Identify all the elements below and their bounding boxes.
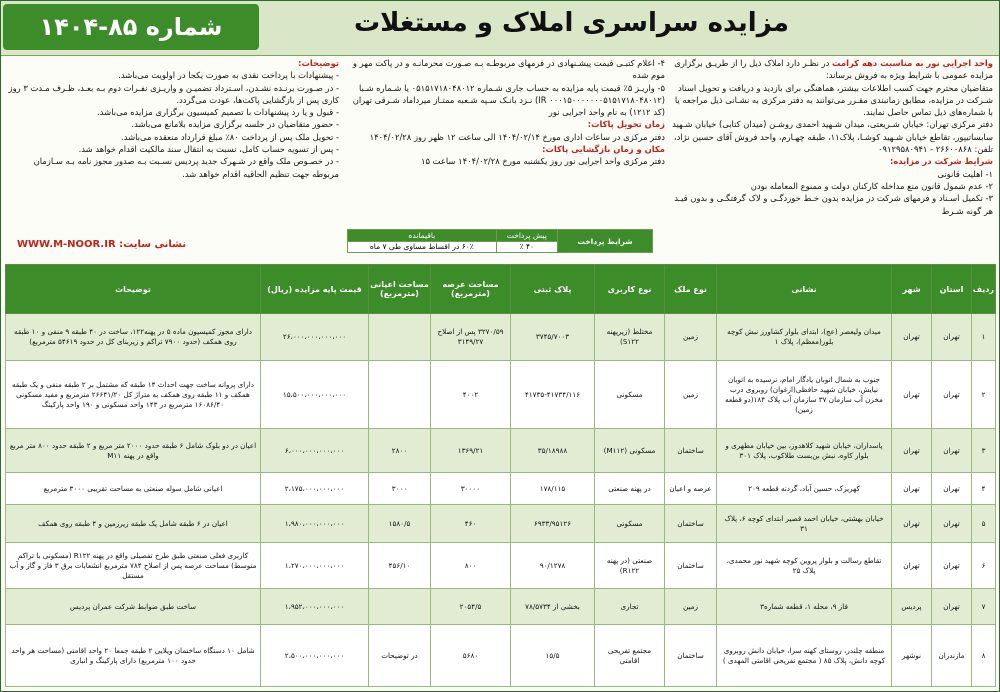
intro-column-notes xyxy=(7,57,339,267)
cell-registry-plate: بخشی از ۷۸/۵۷۳۴ xyxy=(511,589,595,625)
issue-number-badge: شماره ۸۵-۱۴۰۴ xyxy=(3,4,259,50)
cell-base-price: ۲،۵۰۰،۰۰۰،۰۰۰،۰۰۰ xyxy=(261,625,369,687)
delivery-time-text: دفتر مرکزی در ساعات اداری مورخ ۱۴۰۴/۰۲/۱۴ الی ساعت ۱۲ ظهر روز ۱۴۰۴/۰۲/۲۸ xyxy=(369,131,665,142)
cell-land-area: ۸۰۰ xyxy=(431,543,511,589)
cell-row-number: ۸ xyxy=(972,625,996,687)
condition-item: ۳- تکمیل اسـناد و فرمهای شرکت در مزایده بدون خـط خوردگـی و لاک گرفتگـی و بدون قیـد هر گونه شـرط xyxy=(674,193,993,216)
header-bar xyxy=(1,1,999,56)
website-label: نشانی سایت: xyxy=(119,239,187,250)
cell-property-type: ساختمان xyxy=(665,543,717,589)
cell-property-type: زمین xyxy=(665,589,717,625)
prepay-header: پیش پرداخت xyxy=(496,230,557,242)
note-item: - قبول و یا رد پیشنهادات با تصمیم کمیسیون برگزاری مزایده می‌باشد. xyxy=(97,107,339,118)
cell-base-price: ۱،۲۷۰،۰۰۰،۰۰۰،۰۰۰ xyxy=(261,543,369,589)
cell-building-area: ۱۵۸۰/۵ xyxy=(369,505,431,543)
cell-description: شامل ۱۰ دستگاه ساختمان ویلایی ۲ طبقه جمعا ۲۰ واحد اقامتی (مساحت هر واحد حدود ۱۰۰ مترمربع) دارای پارکینگ و انباری xyxy=(6,625,261,687)
cell-base-price: ۲۶،۰۰۰،۰۰۰،۰۰۰،۰۰۰ xyxy=(261,314,369,361)
cell-description: اعیان در ۶ طبقه شامل یک طبقه زیرزمین و ۴ طبقه روی همکف xyxy=(6,505,261,543)
remain-value: ۶۰٪ در اقساط مساوی طی ۷ ماه xyxy=(348,241,497,253)
notes-heading: توضیحات: xyxy=(298,58,339,68)
note-item: - در خصـوص ملک واقع در شـهرک جدید پردیس نسـبت بـه صدور مجوز نامه بـه سـازمان مربوطه جهت تنظیم الحاقیه اقدام خواهد شد. xyxy=(33,156,339,179)
website-link[interactable]: WWW.M-NOOR.IR xyxy=(17,239,116,250)
cell-land-area: ۲۰۵۴/۵ xyxy=(431,589,511,625)
cell-province: تهران xyxy=(932,361,972,429)
cell-row-number: ۱ xyxy=(972,314,996,361)
step-item: ۵- واریـز ۵٪ قیمت پایه مزایده به حساب جاری شـماره ۰۵۱۵۱۷۱۸۰۴۸۰۱۲ یا شـماره شـبا (IR ۰۰۰۱۵۰۰۰۰۰۰۰۵۱۵۱۷۱۸۰۴۸۰۱۲) نـزد بانـک سـپه شـعبه ممتـاز میرداماد شـرقی تهران (کد ۱۲۱۲) به نام واحد اجرایی نور xyxy=(352,82,665,118)
cell-description: اعیانی شامل سوله صنعتی به مساحت تقریبی ۳۰۰۰ مترمربع xyxy=(6,473,261,505)
header-address: نشانی xyxy=(717,265,892,314)
cell-city: پردیس xyxy=(892,589,932,625)
cell-usage: مسکونی xyxy=(595,361,665,429)
cell-registry-plate: ۴۱۷۳۵-۴۱۷۳۴/۱۱۶ xyxy=(511,361,595,429)
cell-city: تهران xyxy=(892,314,932,361)
intro-heading: واحد اجرایی نور به مناسبت دهه کرامت xyxy=(832,58,993,68)
cell-row-number: ۵ xyxy=(972,505,996,543)
table-row xyxy=(6,429,996,473)
page-title: مزایده سراسری املاک و مستغلات xyxy=(354,8,789,38)
cell-city: تهران xyxy=(892,505,932,543)
table-row xyxy=(6,543,996,589)
website-line xyxy=(17,239,186,250)
cell-land-area: ۳۰۰۰۰ xyxy=(431,473,511,505)
cell-city: تهران xyxy=(892,543,932,589)
properties-table xyxy=(5,264,996,687)
cell-land-area: ۱۳۶۹/۲۱ xyxy=(431,429,511,473)
cell-property-type: زمین xyxy=(665,314,717,361)
cell-property-type: عرصه و اعیان xyxy=(665,473,717,505)
header-province: استان xyxy=(932,265,972,314)
cell-registry-plate: ۳۷۴۵/۷۰۰۳ xyxy=(511,314,595,361)
header-property-type: نوع ملک xyxy=(665,265,717,314)
step-item: ۴- اعلام کتبـی قیمت پیشـنهادی در فرمهای مربوطـه بـه صـورت محرمانـه و در پاکت مهر و موم شده xyxy=(352,58,665,81)
payment-terms-label: شرایط پرداخت xyxy=(558,230,653,253)
cell-building-area xyxy=(369,361,431,429)
cell-land-area: ۴۰۰۲ xyxy=(431,361,511,429)
cell-row-number: ۳ xyxy=(972,429,996,473)
cell-city: تهران xyxy=(892,473,932,505)
cell-building-area: ۲۸۰۰ xyxy=(369,429,431,473)
cell-row-number: ۶ xyxy=(972,543,996,589)
table-row xyxy=(6,505,996,543)
cell-row-number: ۲ xyxy=(972,361,996,429)
cell-base-price: ۲،۱۷۵،۰۰۰،۰۰۰،۰۰۰ xyxy=(261,473,369,505)
table-row xyxy=(6,473,996,505)
cell-usage: در پهنه صنعتی xyxy=(595,473,665,505)
cell-city: تهران xyxy=(892,361,932,429)
cell-building-area: ۳۰۰۰ xyxy=(369,473,431,505)
table-row xyxy=(6,314,996,361)
cell-province: تهران xyxy=(932,429,972,473)
table-row xyxy=(6,625,996,687)
header-building-area: مساحت اعیانی (مترمربع) xyxy=(369,265,431,314)
cell-province: تهران xyxy=(932,314,972,361)
intro-line: متقاضیان محترم جهت کسب اطلاعات بیشتر، هماهنگی برای بازدید و دریافت و تحویل اسناد شـرکت در مزایده، مطابق زمانبندی مقـرر می‌توانند به دفتر مرکزی به نشـانی ذیل مراجعه یا با شماره‌های ذیل تماس حاصل نمایند. xyxy=(674,82,993,118)
header-description: توضیحات xyxy=(6,265,261,314)
header-city: شهر xyxy=(892,265,932,314)
cell-usage: مسکونی (M۱۱۲) xyxy=(595,429,665,473)
opening-place-text: دفتر مرکزی واحد اجرایی نور روز یکشنبه مورخ ۱۴۰۴/۰۲/۲۸ ساعت ۱۵ xyxy=(421,156,665,167)
intro-line: در نظـر دارد املاک ذیل را از طریـق برگزاری مزایده عمومی با شرایط ویژه به فروش برساند: xyxy=(674,58,993,81)
cell-province: تهران xyxy=(932,589,972,625)
cell-registry-plate: ۱۵/۵ xyxy=(511,625,595,687)
cell-building-area: در توضیحات xyxy=(369,625,431,687)
payment-terms-table xyxy=(347,229,653,253)
intro-line: دفتر مرکزی تهران: خیابان شـریعتی، میدان شـهید احمدی روشـن (میدان کتابی) خیابان شـهید سابساتیپور، تقاطع خیابان شـهید کوشـا، پلاک۱۱، طبقه چهـارم، واحد فروش آقای حسین نژاد، تلفن: ۲۶۶۰۰۸۶۸ - ۰۹۱۲۹۵۸۰۹۴۱ xyxy=(672,119,993,155)
cell-base-price: ۱،۹۸۰،۰۰۰،۰۰۰،۰۰۰ xyxy=(261,505,369,543)
cell-land-area: ۴۶۰ xyxy=(431,505,511,543)
cell-base-price: ۱۵،۵۰۰،۰۰۰،۰۰۰،۰۰۰ xyxy=(261,361,369,429)
cell-row-number: ۷ xyxy=(972,589,996,625)
cell-address: میدان ولیعصر (عج)، ابتدای بلوار کشاورز نبش کوچه بلور(معظم)، پلاک ۱ xyxy=(717,314,892,361)
prepay-value: ۴۰ ٪ xyxy=(496,241,557,253)
cell-building-area: ۴۵۶/۱۰ xyxy=(369,543,431,589)
header-row-number: ردیف xyxy=(972,265,996,314)
cell-address: پاسداران، خیابان شهید کلاهدوز، بین خیابان مطهری و بلوار کاوه، نبش بن‌بست طلاکوب، پلاک ۳۰۱ xyxy=(717,429,892,473)
cell-registry-plate: ۶۹۳۳/۹۵۱۲۶ xyxy=(511,505,595,543)
condition-item: ۱- اهلیت قانونی xyxy=(937,168,993,179)
cell-address: تقاطع رسالت و بلوار پروین کوچه شهید نور محمدی، پلاک ۲۵ xyxy=(717,543,892,589)
cell-property-type: ساختمان xyxy=(665,625,717,687)
delivery-time-heading: زمان تحویل پاکات: xyxy=(587,119,665,130)
cell-description: کاربری فعلی صنعتی طبق طرح تفصیلی واقع در پهنه R۱۲۲ (مسکونی با تراکم متوسط) مساحت عرصه پس از اصلاح ۷۸۴ مترمربع انشعابات برق ۳ فاز و گاز و آب مستقل xyxy=(6,543,261,589)
cell-address: جنوب به شمال اتوبان یادگار امام، نرسیده به اتوبان نیایش، خیابان شهید حافظی(ارغوان) روبروی درب مخزن آب سازمان ۳۷ سازمان آب پلاک ۱۸۴(دو قطعه زمین) xyxy=(717,361,892,429)
condition-item: ۲- عدم شمول قانون منع مداخله کارکنان دولت و ممنوع المعامله بودن xyxy=(750,180,993,191)
header-usage: نوع کاربری xyxy=(595,265,665,314)
table-header-row xyxy=(6,265,996,314)
header-land-area: مساحت عرصه (مترمربع) xyxy=(431,265,511,314)
cell-province: تهران xyxy=(932,473,972,505)
opening-place-heading: مکان و زمان بازگشایی پاکات: xyxy=(542,144,665,155)
cell-city: تهران xyxy=(892,429,932,473)
cell-province: مازندران xyxy=(932,625,972,687)
cell-description: ساخت طبق ضوابط شرکت عمران پردیس xyxy=(6,589,261,625)
cell-address: فاز ۹، محله ۱، قطعه شماره۳ xyxy=(717,589,892,625)
note-item: - حضور متقاضیان در جلسه برگزاری مزایده بلامانع می‌باشد. xyxy=(131,119,339,130)
cell-usage: مختلط (زیرپهنه S۱۲۲) xyxy=(595,314,665,361)
header-registry-plate: پلاک ثبتی xyxy=(511,265,595,314)
cell-city: نوشهر xyxy=(892,625,932,687)
note-item: - پیشنهادات با پرداخت نقدی به صورت یکجا در اولویت می‌باشد. xyxy=(118,70,339,81)
header-base-price: قیمت پایه مزایده (ریال) xyxy=(261,265,369,314)
cell-building-area xyxy=(369,314,431,361)
cell-property-type: زمین xyxy=(665,361,717,429)
cell-description: دارای پروانه ساخت جهت احداث ۱۴ طبقه که مشتمل بر ۲ طبقه منفی و یک طبقه همکف و ۱۱ طبقه روی همکف به متراژ کل ۲۶۶۴۱/۲۰ مترمربع و مفید مسکونی ۱۶۰۸۶/۴۰ مترمربع در ۱۴۳ واحد مسکونی و ۱۹۰ واحد پارکینگ xyxy=(6,361,261,429)
cell-property-type: ساختمان xyxy=(665,505,717,543)
intro-column-conditions xyxy=(671,57,993,257)
note-item: - تحویل ملک پس از پرداخت ۸۰٪ مبلغ قرارداد منعقده می‌باشد. xyxy=(121,131,339,142)
note-item: - پس از تسویه حساب کامل، نسبت به انتقال سند مالکیت اقدام خواهد شد. xyxy=(78,144,339,155)
cell-land-area: ۳۲۷۰/۵۹ پس از اصلاح ۳۱۴۹/۲۷ xyxy=(431,314,511,361)
cell-usage: مجتمع تفریحی اقامتی xyxy=(595,625,665,687)
cell-base-price: ۱،۹۵۲،۰۰۰،۰۰۰،۰۰۰ xyxy=(261,589,369,625)
table-row xyxy=(6,589,996,625)
cell-base-price: ۶،۰۰۰،۰۰۰،۰۰۰،۰۰۰ xyxy=(261,429,369,473)
cell-address: منطقه چلندر، روستای کهنه سرا، خیابان دانش روبروی کوچه دانش، پلاک ۸۵ ( مجتمع تفریحی اقامتی المهدی ) xyxy=(717,625,892,687)
cell-province: تهران xyxy=(932,543,972,589)
cell-land-area: ۵۶۸۰ xyxy=(431,625,511,687)
cell-property-type: ساختمان xyxy=(665,429,717,473)
cell-registry-plate: ۹۰/۱۲۷۸ xyxy=(511,543,595,589)
table-row xyxy=(6,361,996,429)
cell-registry-plate: ۳۵/۱۸۹۸۸ xyxy=(511,429,595,473)
remain-header: باقیمانده xyxy=(348,230,497,242)
conditions-heading: شرایط شرکت در مزایده: xyxy=(889,156,993,167)
cell-building-area xyxy=(369,589,431,625)
cell-address: خیابان بهشتی، خیابان احمد قصیر ابتدای کوچه ۶، پلاک ۳۱ xyxy=(717,505,892,543)
cell-usage: تجاری xyxy=(595,589,665,625)
cell-address: کهریزک، حسین آباد، گردنه قطعه ۲۰۹ xyxy=(717,473,892,505)
cell-description: اعیان در دو بلوک شامل ۶ طبقه حدود ۲۰۰۰ متر مربع و ۲ طبقه حدود ۸۰۰ متر مربع واقع در پهنه M۱۱ xyxy=(6,429,261,473)
cell-usage: مسکونی xyxy=(595,505,665,543)
cell-registry-plate: ۱۷۸/۱۱۵ xyxy=(511,473,595,505)
cell-province: تهران xyxy=(932,505,972,543)
cell-description: دارای مجوز کمیسیون ماده ۵ در پهنه۱۲۲، ساخت در ۴۰ طبقه ۹ منفی و ۱۰ طبقه روی همکف (حدود ۷۹۰۰ تراکم و زیربنای کل در حدود ۵۴۶۱۹ مترمربع) xyxy=(6,314,261,361)
cell-usage: صنعتی (در پهنه R۱۲۲) xyxy=(595,543,665,589)
cell-row-number: ۴ xyxy=(972,473,996,505)
note-item: - در صـورت برنـده نشـدن، اسـترداد تضمیـن و واریـزی نفـرات دوم بـه بعـد، ظـرف مـدت ۳ روز کاری پس از بازگشایی پاکت‌ها، عودت می‌گردد. xyxy=(8,82,339,105)
